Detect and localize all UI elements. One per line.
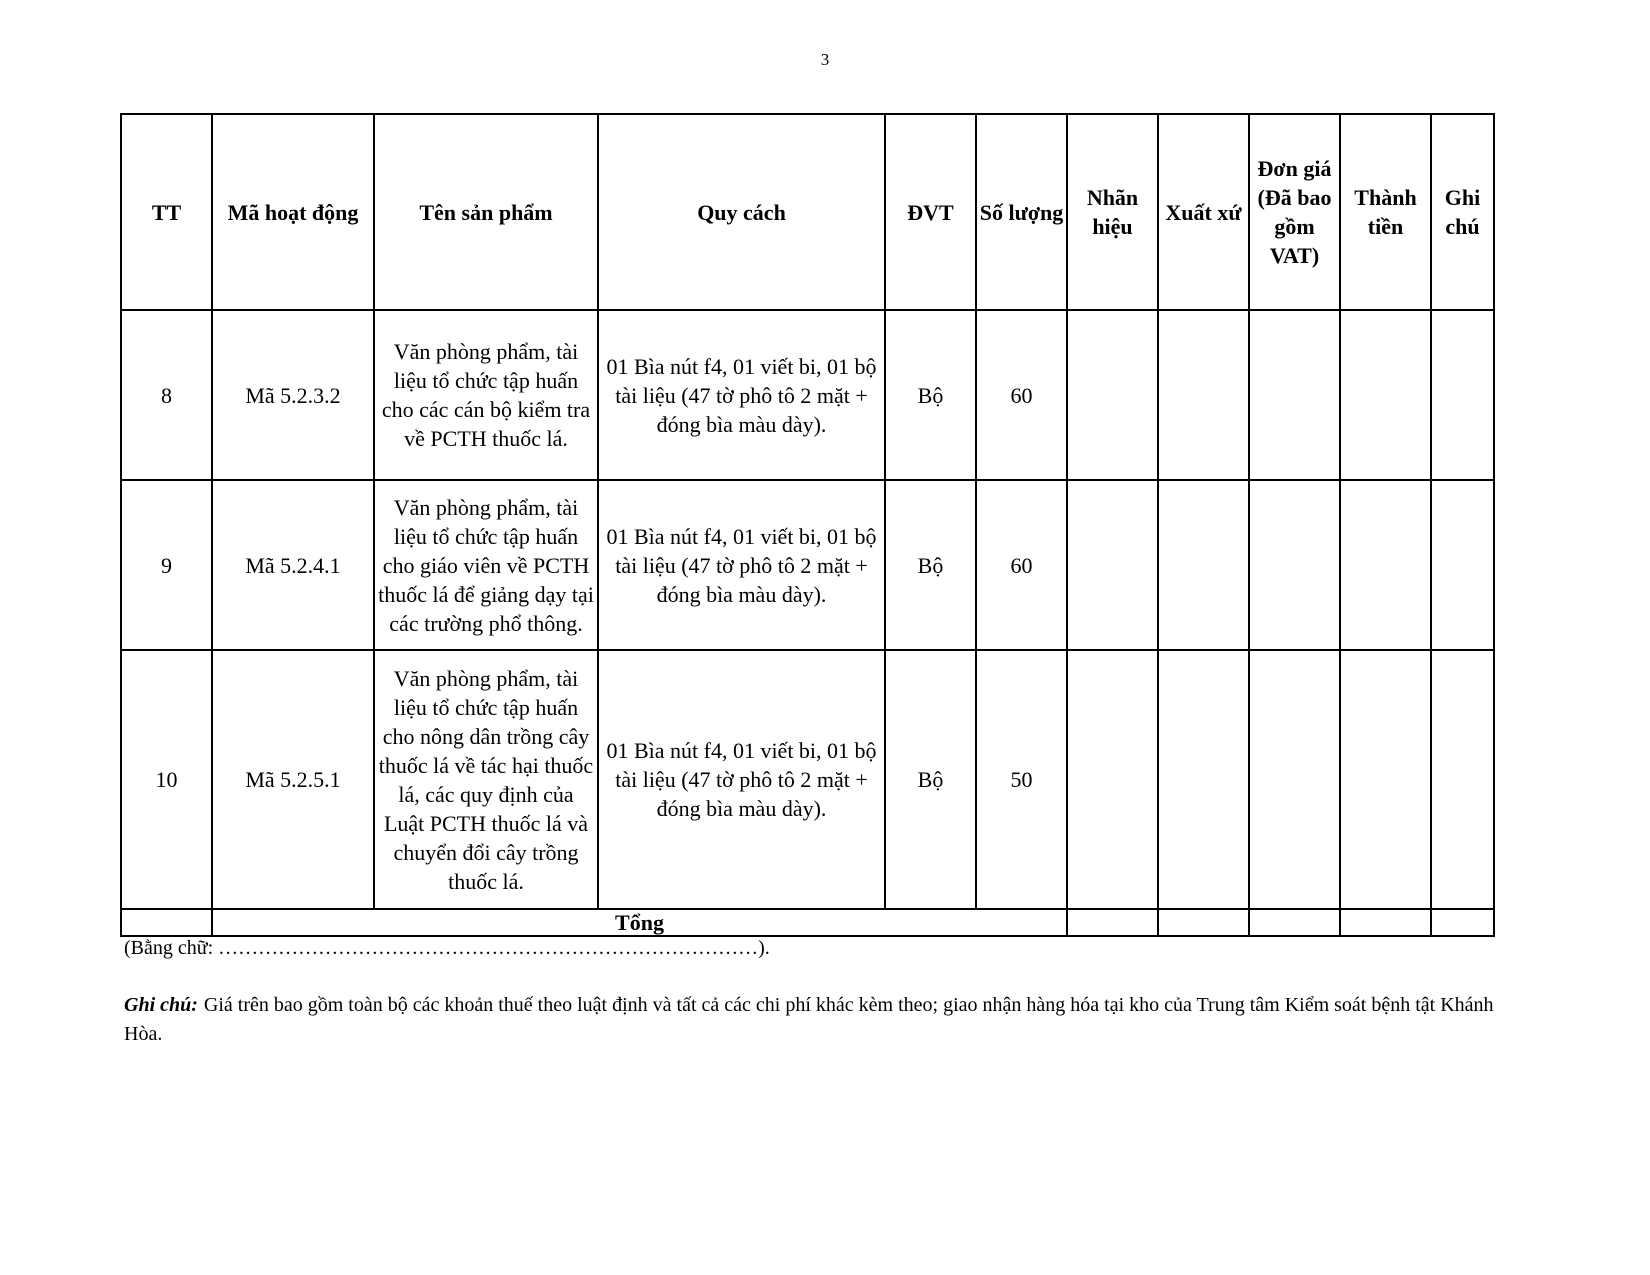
header-unit-price: Đơn giá (Đã bao gồm VAT) xyxy=(1249,114,1340,310)
footnote-text: Giá trên bao gồm toàn bộ các khoản thuế theo luật định và tất cả các chi phí khác kèm theo; giao nhận hàng hóa tại kho của Trung tâm Kiểm soát bệnh tật Khánh Hòa. xyxy=(124,994,1494,1045)
header-origin: Xuất xứ xyxy=(1158,114,1249,310)
cell-amount xyxy=(1340,310,1431,480)
cell-unit: Bộ xyxy=(885,480,976,650)
header-note: Ghi chú xyxy=(1431,114,1494,310)
header-product-name: Tên sản phẩm xyxy=(374,114,598,310)
cell-tt: 10 xyxy=(121,650,212,909)
cell-activity-code: Mã 5.2.5.1 xyxy=(212,650,374,909)
cell-unit-price xyxy=(1249,310,1340,480)
table-row xyxy=(121,650,1494,909)
total-label: Tổng xyxy=(212,909,1067,936)
header-specification: Quy cách xyxy=(598,114,885,310)
total-amount-cell xyxy=(1340,909,1431,936)
cell-product-name: Văn phòng phẩm, tài liệu tổ chức tập huấn cho giáo viên về PCTH thuốc lá để giảng dạy tại các trường phổ thông. xyxy=(374,480,598,650)
total-unit-price-cell xyxy=(1249,909,1340,936)
header-tt: TT xyxy=(121,114,212,310)
total-empty-cell xyxy=(121,909,212,936)
amount-in-words: (Bằng chữ: ………………………………………………………………………). xyxy=(124,937,770,959)
cell-unit-price xyxy=(1249,650,1340,909)
cell-activity-code: Mã 5.2.4.1 xyxy=(212,480,374,650)
total-note-cell xyxy=(1431,909,1494,936)
cell-unit: Bộ xyxy=(885,310,976,480)
cell-specification: 01 Bìa nút f4, 01 viết bi, 01 bộ tài liệu (47 tờ phô tô 2 mặt + đóng bìa màu dày). xyxy=(598,480,885,650)
total-origin-cell xyxy=(1158,909,1249,936)
table-row xyxy=(121,310,1494,480)
price-quote-table xyxy=(120,113,1495,937)
cell-product-name: Văn phòng phẩm, tài liệu tổ chức tập huấn cho nông dân trồng cây thuốc lá về tác hại thuốc lá, các quy định của Luật PCTH thuốc lá và chuyển đổi cây trồng thuốc lá. xyxy=(374,650,598,909)
cell-brand xyxy=(1067,650,1158,909)
cell-quantity: 60 xyxy=(976,310,1067,480)
cell-unit-price xyxy=(1249,480,1340,650)
cell-brand xyxy=(1067,310,1158,480)
header-unit: ĐVT xyxy=(885,114,976,310)
cell-specification: 01 Bìa nút f4, 01 viết bi, 01 bộ tài liệu (47 tờ phô tô 2 mặt + đóng bìa màu dày). xyxy=(598,650,885,909)
header-quantity: Số lượng xyxy=(976,114,1067,310)
cell-origin xyxy=(1158,480,1249,650)
cell-note xyxy=(1431,480,1494,650)
cell-amount xyxy=(1340,480,1431,650)
cell-brand xyxy=(1067,480,1158,650)
cell-note xyxy=(1431,310,1494,480)
cell-origin xyxy=(1158,650,1249,909)
total-brand-cell xyxy=(1067,909,1158,936)
cell-tt: 9 xyxy=(121,480,212,650)
cell-activity-code: Mã 5.2.3.2 xyxy=(212,310,374,480)
table-header-row xyxy=(121,114,1494,310)
footnote xyxy=(124,991,1494,1049)
cell-specification: 01 Bìa nút f4, 01 viết bi, 01 bộ tài liệu (47 tờ phô tô 2 mặt + đóng bìa màu dày). xyxy=(598,310,885,480)
cell-unit: Bộ xyxy=(885,650,976,909)
page-number: 3 xyxy=(820,50,830,69)
header-amount: Thành tiền xyxy=(1340,114,1431,310)
cell-quantity: 60 xyxy=(976,480,1067,650)
cell-quantity: 50 xyxy=(976,650,1067,909)
header-activity-code: Mã hoạt động xyxy=(212,114,374,310)
cell-tt: 8 xyxy=(121,310,212,480)
table-row xyxy=(121,480,1494,650)
total-row xyxy=(121,909,1494,936)
footnote-label: Ghi chú: xyxy=(124,994,198,1016)
cell-origin xyxy=(1158,310,1249,480)
cell-product-name: Văn phòng phẩm, tài liệu tổ chức tập huấn cho các cán bộ kiểm tra về PCTH thuốc lá. xyxy=(374,310,598,480)
cell-amount xyxy=(1340,650,1431,909)
cell-note xyxy=(1431,650,1494,909)
header-brand: Nhãn hiệu xyxy=(1067,114,1158,310)
